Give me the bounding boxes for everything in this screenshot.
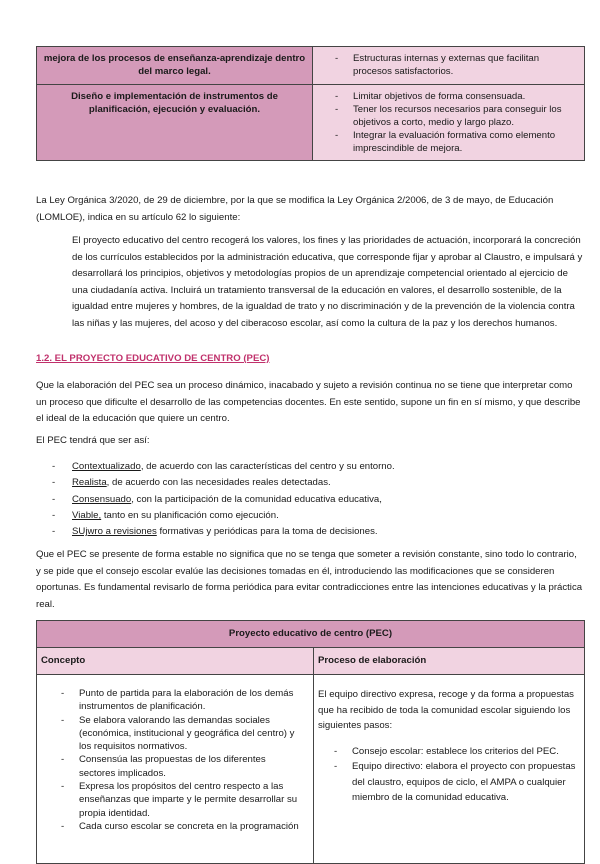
intro-paragraph: La Ley Orgánica 3/2020, de 29 de diciembre, por la que se modifica la Ley Orgánica 2/2006, de 3 de mayo, de Educación (LOMLOE), indica en su artículo 62 lo siguiente: [36,195,554,223]
stable-paragraph: Que el PEC se presente de forma estable no significa que no se tenga que someter a revisión constante, sino todo lo contrario, y se pide que el consejo escolar evalúe las decisiones tomadas en él, introduciendo las modificaciones que se consideren oportunas. Es fundamental revisarlo de forma periódica para evitar contradicciones entre las intenciones educativas y la práctica real. [36,549,583,610]
term: Consensuado [72,493,132,505]
process-text: El equipo directivo expresa, recoge y da forma a propuestas que ha recibido de toda la comunidad escolar siguiendo los siguientes pasos: [318,689,574,731]
list-item: - Punto de partida para la elaboración de los demás instrumentos de planificación. [61,687,303,714]
table-cell-label: Diseño e implementación de instrumentos de planificación, ejecución y evaluación. [37,85,313,161]
term: Contextualizado [72,461,141,472]
section-heading: 1.2. EL PROYECTO EDUCATIVO DE CENTRO (PEC) [36,353,270,364]
pec-table [36,620,585,864]
list-item [52,475,395,491]
list-item: - Cada curso escolar se concreta en la programación [61,820,303,833]
pec-characteristics-list [52,459,395,540]
list-item: - Integrar la evaluación formativa como elemento imprescindible de mejora. [335,129,578,155]
list-item: - Consensúa las propuestas de los diferentes sectores implicados. [61,753,303,780]
term: Viable, [72,509,102,521]
table-title: Proyecto educativo de centro (PEC) [37,621,585,648]
concept-cell [37,675,314,864]
list-item: - Tener los recursos necesarios para conseguir los objetivos a corto, medio y largo plazo. [335,103,578,129]
table-row [37,47,585,85]
pec-paragraph: Que la elaboración del PEC sea un proceso dinámico, inacabado y sujeto a revisión continua no se tiene que interpretar como un proceso que dificulte el desarrollo de las competencias docentes. En este sentido, supone un fin en sí mismo, y que describe el ideal de la educación que quiere un centro. [36,380,581,424]
pec-must-text: El PEC tendrá que ser así: [36,435,150,446]
term: SUjwro a revisiones [72,526,157,538]
column-header-concept: Concepto [37,648,314,675]
list-item: - Equipo directivo: elabora el proyecto con propuestas del claustro, equipos de ciclo, el AMPA o cualquier miembro de la comunidad educativa. [334,759,580,806]
term-description: , con la participación de la comunidad educativa educativa, [131,493,382,505]
term-description: formativas y periódicas para la toma de decisiones. [156,526,378,538]
term-description: , de acuerdo con las necesidades reales detectadas. [106,477,331,489]
top-table [36,46,585,161]
table-row [37,85,585,161]
table-cell-list [313,47,585,85]
process-cell [314,675,585,864]
list-item: - Estructuras internas y externas que facilitan procesos satisfactorios. [335,52,578,78]
list-item: - Consejo escolar: establece los criterios del PEC. [334,744,580,760]
term-description: , de acuerdo con las características del centro y su entorno. [140,461,395,472]
list-item: - Limitar objetivos de forma consensuada. [335,90,578,103]
column-header-process: Proceso de elaboración [314,648,585,675]
table-row [37,621,585,648]
list-item [52,459,395,475]
term: Realista [72,477,107,489]
law-quote: El proyecto educativo del centro recogerá los valores, los fines y las prioridades de actuación, incorporará la concreción de los currículos establecidos por la administración educativa, que corresponde fijar y aprobar al Claustro, e impulsará y desarrollará los principios, objetivos y metodologías propios de un aprendizaje competencial orientado al ejercicio de una ciudadanía activa. Incluirá un tratamiento transversal de la educación en valores, el desarrollo sostenible, de la igualdad entre mujeres y hombres, de la igualdad de trato y no discriminación y de la prevención de la violencia contra las niñas y las mujeres, del acoso y del ciberacoso escolar, así como la cultura de la paz y los derechos humanos. [72,235,583,329]
table-row [37,675,585,864]
list-item [52,492,395,508]
list-item [52,524,395,540]
table-row [37,648,585,675]
list-item: - Expresa los propósitos del centro respecto a las enseñanzas que imparte y le permite desarrollar su propia identidad. [61,780,303,820]
term-description: tanto en su planificación como ejecución. [101,509,279,521]
table-cell-label: mejora de los procesos de enseñanza-aprendizaje dentro del marco legal. [37,47,313,85]
list-item: - Se elabora valorando las demandas sociales (económica, institucional y geográfica del centro) y los requisitos normativos. [61,714,303,754]
list-item [52,508,395,524]
table-cell-list [313,85,585,161]
